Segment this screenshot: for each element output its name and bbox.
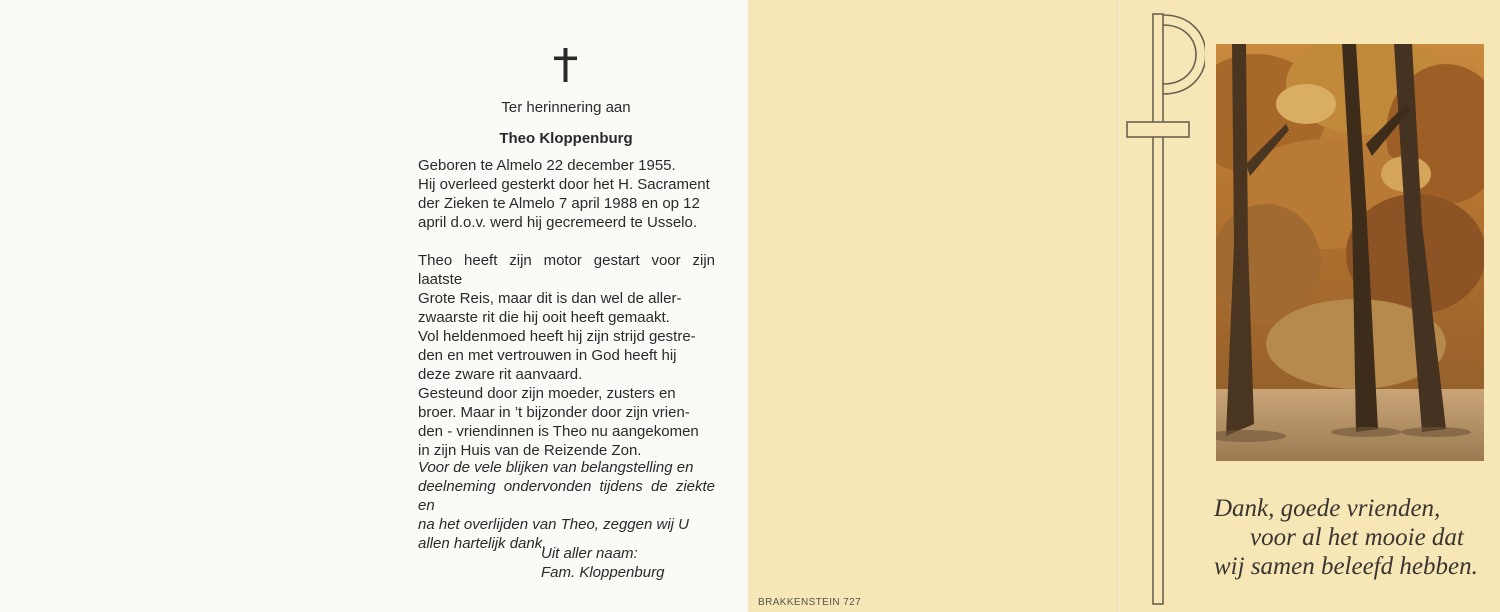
latin-cross-icon — [553, 48, 579, 82]
middle-card-panel — [748, 0, 1118, 612]
verse-line: wij samen beleefd hebben. — [1214, 553, 1478, 580]
text-line: allen hartelijk dank. — [418, 535, 547, 552]
text-line: den - vriendinnen is Theo nu aangekomen — [418, 423, 699, 440]
deceased-name: Theo Kloppenburg — [499, 130, 633, 147]
text-line: Voor de vele blijken van belangstelling en — [418, 459, 694, 476]
verse-line: Dank, goede vrienden, — [1214, 495, 1441, 522]
autumn-forest-photo — [1216, 44, 1484, 461]
text-line: Theo heeft zijn motor gestart voor zijn laatste — [418, 252, 715, 288]
text-line: den en met vertrouwen in God heeft hij — [418, 347, 677, 364]
text-line: Grote Reis, maar dit is dan wel de aller- — [418, 290, 682, 307]
text-line: na het overlijden van Theo, zeggen wij U — [418, 516, 689, 533]
text-line: der Zieken te Almelo 7 april 1988 en op 12 — [418, 195, 700, 212]
fold-line — [1117, 0, 1119, 612]
text-line: Vol heldenmoed heeft hij zijn strijd gestre- — [418, 328, 696, 345]
text-line: in zijn Huis van de Reizende Zon. — [418, 442, 642, 459]
text-line: Hij overleed gesterkt door het H. Sacrament — [418, 176, 710, 193]
signature-line: Fam. Kloppenburg — [541, 564, 665, 581]
text-line: broer. Maar in ’t bijzonder door zijn vrien- — [418, 404, 690, 421]
text-line: deze zware rit aanvaard. — [418, 366, 583, 383]
text-line: Gesteund door zijn moeder, zusters en — [418, 385, 676, 402]
printer-code: BRAKKENSTEIN 727 — [758, 597, 862, 608]
thank-you-verse — [1214, 494, 1494, 581]
birth-death-paragraph — [418, 156, 715, 232]
family-signature — [541, 544, 664, 582]
story-paragraph — [418, 251, 715, 460]
text-line: Geboren te Almelo 22 december 1955. — [418, 157, 676, 174]
text-line: deelneming ondervonden tijdens de ziekte en — [418, 478, 715, 514]
staff-cross-icon — [1125, 12, 1205, 608]
text-line: april d.o.v. werd hij gecremeerd te Usselo. — [418, 214, 698, 231]
fold-line — [747, 0, 749, 612]
verse-line: voor al het mooie dat — [1250, 524, 1464, 551]
thanks-paragraph — [418, 458, 715, 553]
text-line: zwaarste rit die hij ooit heeft gemaakt. — [418, 309, 670, 326]
intro-text: Ter herinnering aan — [501, 99, 631, 116]
signature-line: Uit aller naam: — [541, 545, 638, 562]
